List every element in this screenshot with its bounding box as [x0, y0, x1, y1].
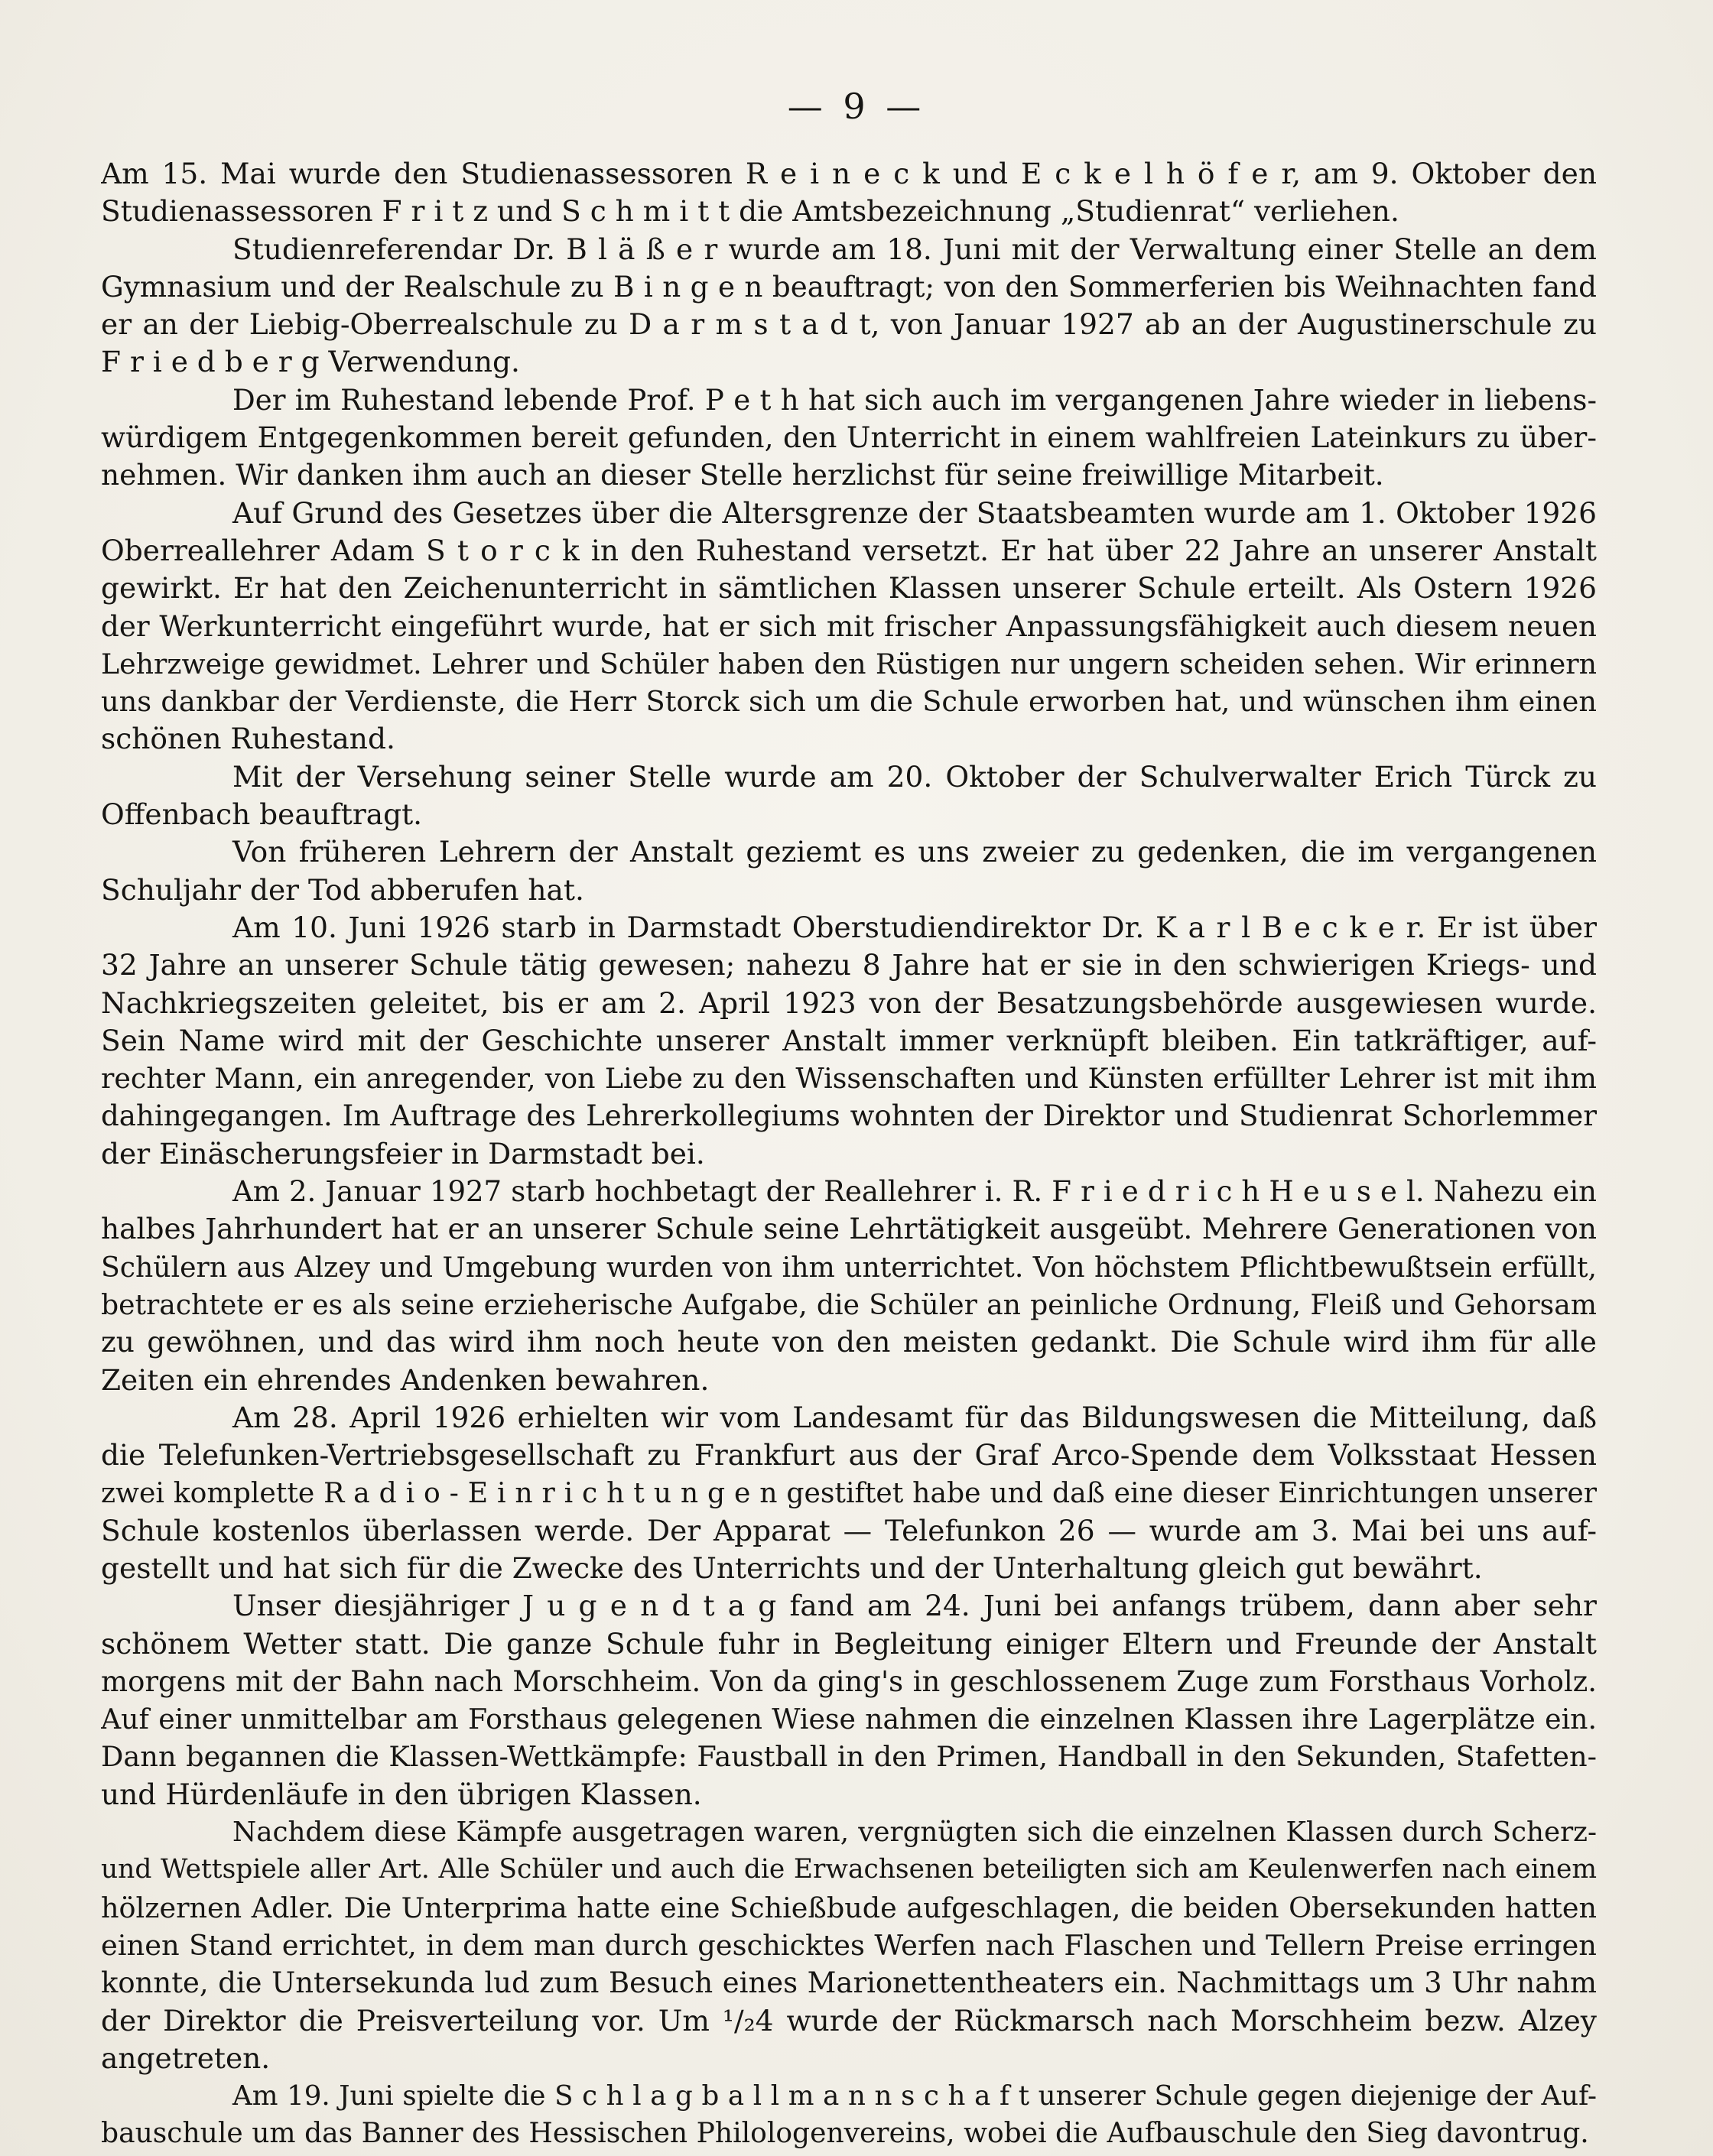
- text-line: Nachdem diese Kämpfe ausgetragen waren, vergnügten sich die einzelnen Klassen durch Scherz-: [232, 1817, 1597, 1849]
- text-line: Schule kostenlos überlassen werde. Der Apparat — Telefunkon 26 — wurde am 3. Mai bei uns auf-: [101, 1513, 1597, 1547]
- text-line: angetreten.: [101, 2041, 271, 2075]
- text-line: F r i e d b e r g Verwendung.: [101, 345, 520, 379]
- text-line: Mit der Versehung seiner Stelle wurde am 20. Oktober der Schulverwalter Erich Türck zu: [232, 759, 1597, 794]
- text-line: zwei komplette R a d i o - E i n r i c h t u n g e n gestiftet habe und daß eine dieser Einrichtungen unserer: [101, 1476, 1597, 1510]
- text-line: schönem Wetter statt. Die ganze Schule fuhr in Begleitung einiger Eltern und Freunde der Anstalt: [101, 1626, 1597, 1661]
- text-line: konnte, die Untersekunda lud zum Besuch eines Marionettentheaters ein. Nachmittags um 3 Uhr nahm: [101, 1966, 1597, 2000]
- text-line: nehmen. Wir danken ihm auch an dieser Stelle herzlichst für seine freiwillige Mitarbeit.: [101, 458, 1384, 492]
- text-line: der Werkunterricht eingeführt wurde, hat er sich mit frischer Anpassungsfähigkeit auch diesem neuen: [101, 609, 1597, 643]
- text-line: rechter Mann, ein anregender, von Liebe zu den Wissenschaften und Künsten erfüllter Lehrer ist mit ihm: [101, 1062, 1597, 1096]
- text-line: er an der Liebig-Oberrealschule zu D a r m s t a d t, von Januar 1927 ab an der Augustinerschule zu: [101, 307, 1597, 342]
- text-line: bauschule um das Banner des Hessischen Philologenvereins, wobei die Aufbauschule den Sieg davontrug.: [101, 2117, 1589, 2150]
- page-number: — 9 —: [787, 86, 926, 127]
- text-line: würdigem Entgegenkommen bereit gefunden, den Unterricht in einem wahlfreien Lateinkurs zu über-: [101, 420, 1597, 455]
- text-line: gewirkt. Er hat den Zeichenunterricht in sämtlichen Klassen unserer Schule erteilt. Als Ostern 1926: [101, 571, 1597, 606]
- text-line: einen Stand errichtet, in dem man durch geschicktes Werfen nach Flaschen und Tellern Preise erringen: [101, 1928, 1597, 1962]
- text-line: gestellt und hat sich für die Zwecke des Unterrichts und der Unterhaltung gleich gut bewährt.: [101, 1550, 1483, 1585]
- text-line: dahingegangen. Im Auftrage des Lehrerkollegiums wohnten der Direktor und Studienrat Schorlemmer: [101, 1099, 1597, 1133]
- text-line: Lehrzweige gewidmet. Lehrer und Schüler haben den Rüstigen nur ungern scheiden sehen. Wir erinnern: [101, 647, 1597, 680]
- text-line: Von früheren Lehrern der Anstalt geziemt es uns zweier zu gedenken, die im vergangenen: [232, 835, 1597, 869]
- text-line: Gymnasium und der Realschule zu B i n g e n beauftragt; von den Sommerferien bis Weihnachten fand: [101, 269, 1597, 304]
- text-line: Zeiten ein ehrendes Andenken bewahren.: [101, 1362, 710, 1397]
- text-line: Nachkriegszeiten geleitet, bis er am 2. April 1923 von der Besatzungsbehörde ausgewiesen wurde.: [101, 985, 1597, 1020]
- text-line: Oberreallehrer Adam S t o r c k in den Ruhestand versetzt. Er hat über 22 Jahre an unserer Anstalt: [101, 533, 1597, 567]
- text-line: Am 15. Mai wurde den Studienassessoren R e i n e c k und E c k e l h ö f e r, am 9. Oktober den: [101, 157, 1597, 190]
- text-line: Auf Grund des Gesetzes über die Altersgrenze der Staatsbeamten wurde am 1. Oktober 1926: [232, 495, 1597, 530]
- text-line: Studienreferendar Dr. B l ä ß e r wurde am 18. Juni mit der Verwaltung einer Stelle an dem: [232, 232, 1597, 266]
- text-line: Am 10. Juni 1926 starb in Darmstadt Oberstudiendirektor Dr. K a r l B e c k e r. Er ist über: [232, 910, 1597, 944]
- text-line: Am 28. April 1926 erhielten wir vom Landesamt für das Bildungswesen die Mitteilung, daß: [232, 1400, 1597, 1434]
- text-line: hölzernen Adler. Die Unterprima hatte eine Schießbude aufgeschlagen, die beiden Obersekunden hatten: [101, 1891, 1597, 1924]
- text-line: zu gewöhnen, und das wird ihm noch heute von den meisten gedankt. Die Schule wird ihm für alle: [101, 1325, 1597, 1359]
- text-line: Auf einer unmittelbar am Forsthaus gelegenen Wiese nahmen die einzelnen Klassen ihre Lagerplätze ein.: [101, 1703, 1597, 1736]
- text-line: Am 19. Juni spielte die S c h l a g b a l l m a n n s c h a f t unserer Schule gegen diejenige der Auf-: [232, 2080, 1597, 2112]
- text-line: und Hürdenläufe in den übrigen Klassen.: [101, 1777, 702, 1811]
- text-line: Unser diesjähriger J u g e n d t a g fand am 24. Juni bei anfangs trübem, dann aber sehr: [232, 1589, 1597, 1623]
- text-line: schönen Ruhestand.: [101, 722, 395, 756]
- text-line: uns dankbar der Verdienste, die Herr Storck sich um die Schule erworben hat, und wünschen ihm einen: [101, 685, 1597, 719]
- text-line: halbes Jahrhundert hat er an unserer Schule seine Lehrtätigkeit ausgeübt. Mehrere Generationen von: [101, 1212, 1597, 1246]
- text-line: Dann begannen die Klassen-Wettkämpfe: Faustball in den Primen, Handball in den Sekunden, Stafetten-: [101, 1740, 1597, 1774]
- text-line: 32 Jahre an unserer Schule tätig gewesen; nahezu 8 Jahre hat er sie in den schwierigen Kriegs- und: [101, 948, 1597, 982]
- text-line: und Wettspiele aller Art. Alle Schüler und auch die Erwachsenen beteiligten sich am Keulenwerfen nach einem: [101, 1854, 1597, 1885]
- text-line: der Einäscherungsfeier in Darmstadt bei.: [101, 1136, 705, 1171]
- text-line: Studienassessoren F r i t z und S c h m i t t die Amtsbezeichnung „Studienrat“ verliehen.: [101, 194, 1399, 229]
- text-line: Offenbach beauftragt.: [101, 797, 423, 832]
- text-line: Schülern aus Alzey und Umgebung wurden von ihm unterrichtet. Von höchstem Pflichtbewußtsein erfüllt,: [101, 1250, 1597, 1284]
- text-line: Schuljahr der Tod abberufen hat.: [101, 872, 584, 907]
- text-line: Am 2. Januar 1927 starb hochbetagt der Reallehrer i. R. F r i e d r i c h H e u s e l. Nahezu ein: [232, 1175, 1597, 1209]
- text-line: betrachtete er es als seine erzieherische Aufgabe, die Schüler an peinliche Ordnung, Fleiß und Gehorsam: [101, 1287, 1597, 1321]
- text-line: der Direktor die Preisverteilung vor. Um ¹/₂4 wurde der Rückmarsch nach Morschheim bezw. Alzey: [101, 2003, 1597, 2037]
- text-line: Der im Ruhestand lebende Prof. P e t h hat sich auch im vergangenen Jahre wieder in liebens-: [232, 383, 1597, 417]
- text-line: Sein Name wird mit der Geschichte unserer Anstalt immer verknüpft bleiben. Ein tatkräftiger, auf-: [101, 1023, 1597, 1057]
- body-text: [101, 155, 1597, 2153]
- text-line: morgens mit der Bahn nach Morschheim. Von da ging's in geschlossenem Zuge zum Forsthaus Vorholz.: [101, 1664, 1597, 1698]
- text-line: die Telefunken-Vertriebsgesellschaft zu Frankfurt aus der Graf Arco-Spende dem Volksstaat Hessen: [101, 1438, 1597, 1473]
